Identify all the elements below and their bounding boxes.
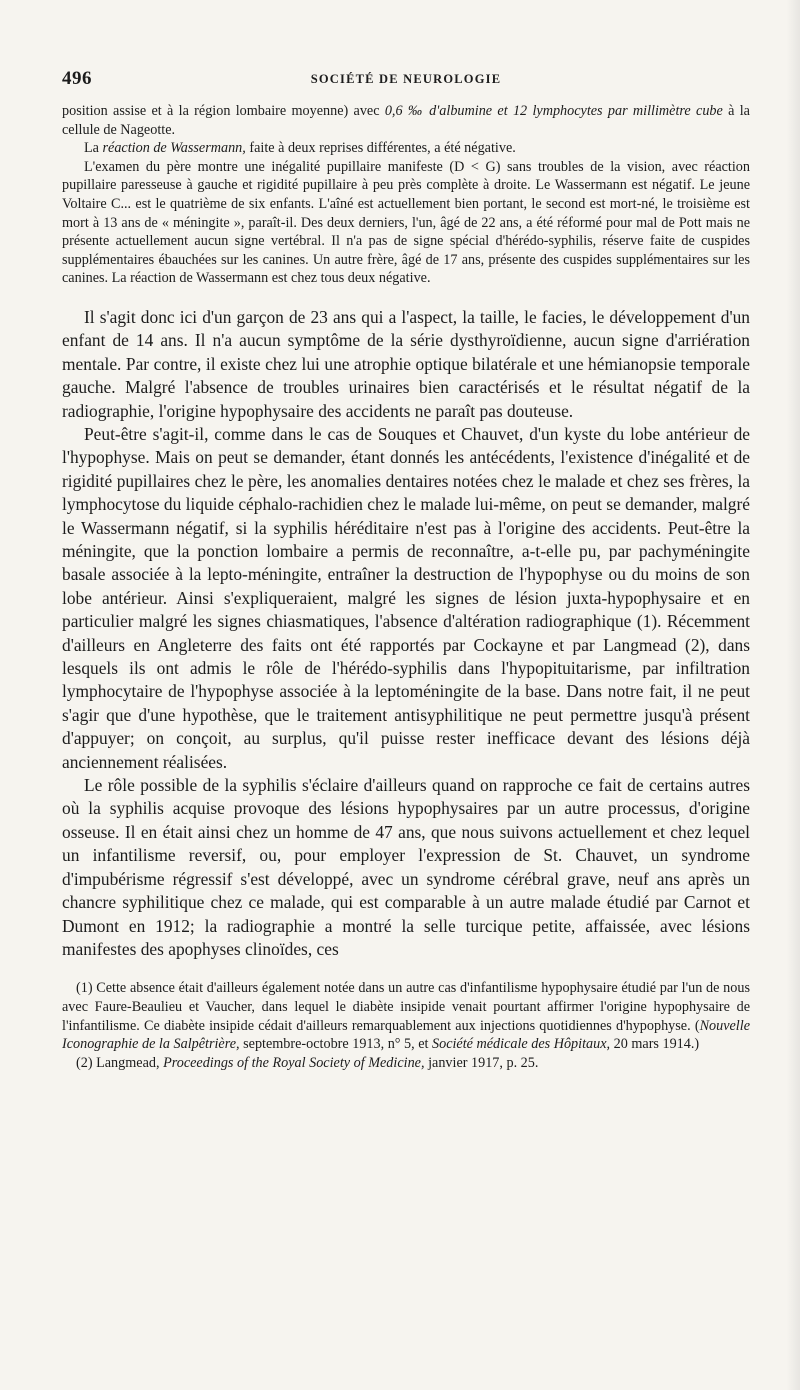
case-notes bbox=[62, 102, 750, 288]
main-paragraph-2: Peut-être s'agit-il, comme dans le cas de Souques et Chauvet, d'un kyste du lobe antérieur de l'hypophyse. Mais on peut se demander, étant donnés les antécédents, l'existence d'inégalité et de rigidité pupillaires chez le père, les anomalies dentaires notées chez le malade et chez ses frères, la lymphocytose du liquide céphalo-rachidien chez le malade lui-même, on peut se demander, malgré le Wassermann négatif, si la syphilis héréditaire n'est pas à l'origine des accidents. Peut-être la méningite, que la ponction lombaire a permis de reconnaître, a-t-elle pu, par pachyméningite basale associée à la lepto-méningite, entraîner la destruction de l'hypophyse ou du moins de son lobe antérieur. Ainsi s'expliqueraient, malgré les signes de lésion juxta-hypophysaire et en particulier malgré les signes chiasmatiques, l'absence d'altération radiographique (1). Récemment d'ailleurs en Angleterre des faits ont été rapportés par Cockayne et par Langmead (2), dans lesquels ils ont admis le rôle de l'hérédo-syphilis dans l'hypopituitarisme, par infiltration lymphocytaire de l'hypophyse associée à la leptoméningite de la base. Dans notre fait, il ne peut s'agir que d'une hypothèse, que le traitement antisyphilitique ne peut permettre jusqu'à présent d'appuyer; on conçoit, au surplus, qu'il puisse rester inefficace devant des lésions déjà anciennement réalisées. bbox=[62, 423, 750, 772]
case-notes-paragraph-3: L'examen du père montre une inégalité pupillaire manifeste (D < G) sans troubles de la vision, avec réaction pupillaire paresseuse à gauche et rigidité pupillaire à peu près complète à droite. Le Wassermann est négatif. Le jeune Voltaire C... est le quatrième de six enfants. L'aîné est actuellement bien portant, le second est mort-né, le troisième est mort à 13 ans de « méningite », paraît-il. Des deux derniers, l'un, âgé de 22 ans, a été réformé pour mal de Pott mais ne présente actuellement aucun signe vertébral. Il n'a pas de signe spécial d'hérédo-syphilis, réserve faite de cuspides supplémentaires ébauchées sur les canines. Un autre frère, âgé de 17 ans, présente des cuspides supplémentaires sur les canines. La réaction de Wassermann est chez tous deux négative. bbox=[62, 158, 750, 287]
running-title: SOCIÉTÉ DE NEUROLOGIE bbox=[310, 72, 502, 86]
main-text bbox=[62, 306, 750, 961]
page-header bbox=[62, 62, 750, 92]
case-notes-paragraph-2: La réaction de Wassermann, faite à deux reprises différentes, a été négative. bbox=[84, 140, 516, 157]
main-paragraph-3: Le rôle possible de la syphilis s'éclaire d'ailleurs quand on rapproche ce fait de certains autres où la syphilis acquise provoque des lésions hypophysaires par un autre processus, d'origine osseuse. Il en était ainsi chez un homme de 47 ans, que nous suivons actuellement et chez lequel un infantilisme reversif, ou, pour employer l'expression de St. Chauvet, un syndrome d'impubérisme régressif s'est développé, avec un syndrome cérébral grave, neuf ans après un chancre syphilitique chez ce malade, qui est comparable à un autre malade étudié par Carnot et Dumont en 1912; la radiographie a montré la selle turcique petite, affaissée, avec lésions manifestes des apophyses clinoïdes, ces bbox=[62, 775, 750, 959]
page-number: 496 bbox=[62, 68, 92, 89]
footnote-2: (2) Langmead, Proceedings of the Royal Society of Medicine, janvier 1917, p. 25. bbox=[76, 1054, 539, 1071]
book-page bbox=[62, 62, 750, 1072]
footnote-1: (1) Cette absence était d'ailleurs également notée dans un autre cas d'infantilisme hypophysaire étudié par l'un de nous avec Faure-Beaulieu et Vaucher, dans lequel le diabète insipide venait pourtant affirmer l'origine hypophysaire de l'infantilisme. Ce diabète insipide cédait d'ailleurs remarquablement aux injections quotidiennes d'hypophyse. (Nouvelle Iconographie de la Salpêtrière, septembre-octobre 1913, n° 5, et Société médicale des Hôpitaux, 20 mars 1914.) bbox=[62, 980, 750, 1053]
footnotes bbox=[62, 979, 750, 1072]
case-notes-paragraph-1: position assise et à la région lombaire moyenne) avec 0,6 ‰ d'albumine et 12 lymphocytes par millimètre cube à la cellule de Nageotte. bbox=[62, 103, 750, 138]
scan-edge-shadow bbox=[786, 0, 800, 1390]
main-paragraph-1: Il s'agit donc ici d'un garçon de 23 ans qui a l'aspect, la taille, le facies, le développement d'un enfant de 14 ans. Il n'a aucun symptôme de la série dysthyroïdienne, aucun signe d'arriération mentale. Par contre, il existe chez lui une atrophie optique bilatérale et une hémianopsie temporale gauche. Malgré l'absence de troubles urinaires bien caractérisés et le résultat négatif de la radiographie, l'origine hypophysaire des accidents ne paraît pas douteuse. bbox=[62, 306, 750, 421]
